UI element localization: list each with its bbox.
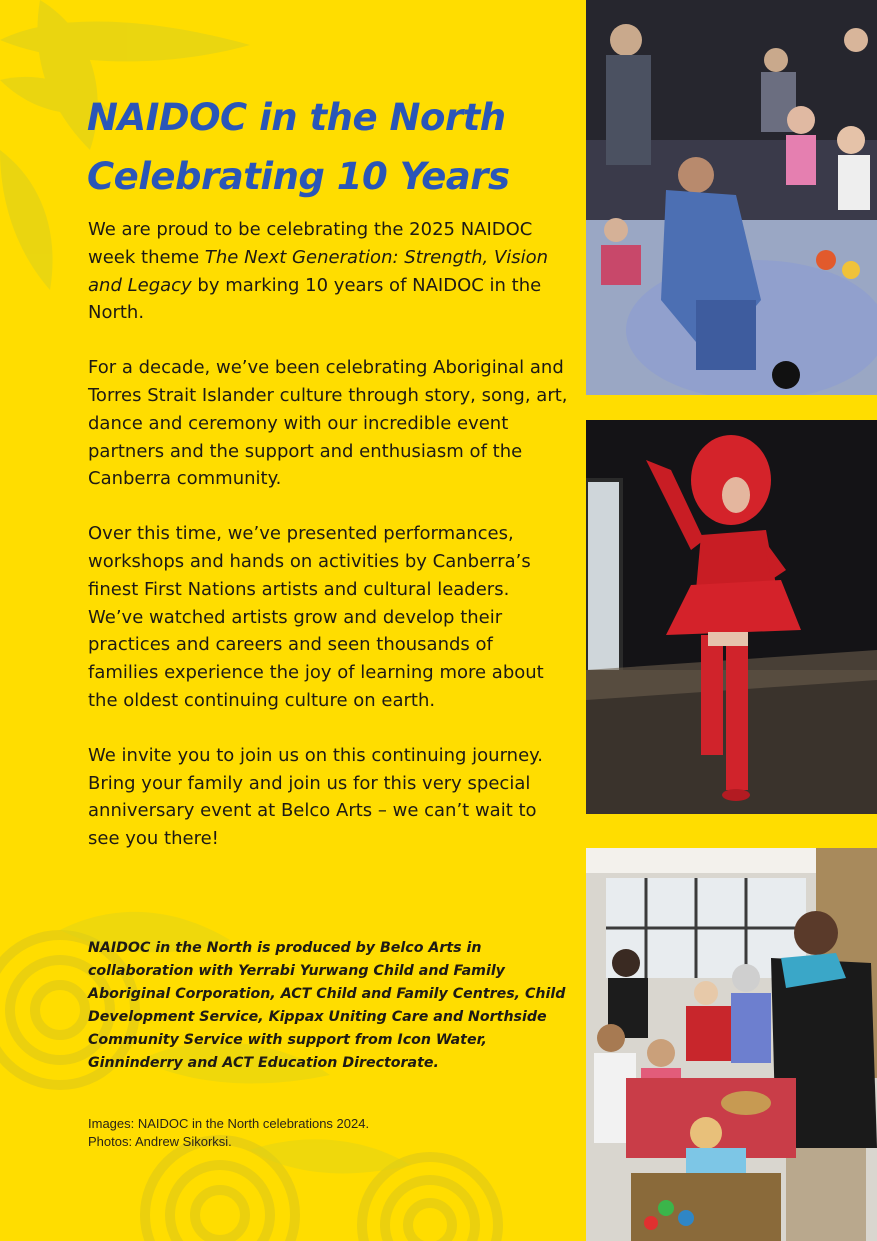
naidoc-theme: The Next Generation: Strength, Vision and Legacy: [88, 246, 549, 296]
caption-photographer: Photos: Andrew Sikorksi.: [88, 1134, 232, 1149]
body-text: [88, 216, 568, 880]
paragraph-2: For a decade, we’ve been celebrating Aboriginal and Torres Strait Islander culture through story, song, art, dance and ceremony with our incredible event partners and the support and enthusiasm of the Canberra community.: [88, 357, 568, 490]
partner-credit: NAIDOC in the North is produced by Belco Arts in collaboration with Yerrabi Yurwang Child and Family Aboriginal Corporation, ACT Child and Family Centres, Child Development Service, Kippax Uniting Care and Northside Community Service with support from Icon Water, Ginninderry and ACT Education Directorate.: [88, 940, 566, 1071]
caption-images: Images: NAIDOC in the North celebrations 2024.: [88, 1116, 370, 1131]
photo-caption: [88, 1115, 488, 1151]
photo-weaving-workshop: [586, 0, 877, 395]
photo-stage-performer: [586, 420, 877, 814]
title-line-1: NAIDOC in the North: [87, 96, 506, 139]
paragraph-3: Over this time, we’ve presented performances, workshops and hands on activities by Canberra’s finest First Nations artists and cultural leaders. We’ve watched artists grow and develop their practices and careers and seen thousands of families experience the joy of learning more about the oldest continuing culture on earth.: [88, 523, 544, 711]
paragraph-1-start: We are proud to be celebrating the 2025 NAIDOC week theme: [88, 219, 533, 268]
title-line-2: Celebrating 10 Years: [87, 155, 510, 198]
paragraph-1-end: by marking 10 years of NAIDOC in the North.: [88, 274, 542, 324]
photo-family-craft: [586, 848, 877, 1241]
paragraph-4: We invite you to join us on this continuing journey. Bring your family and join us for this very special anniversary event at Belco Arts – we can’t wait to see you there!: [88, 744, 543, 850]
paragraph-1: [88, 216, 568, 327]
page-title: [87, 88, 567, 206]
